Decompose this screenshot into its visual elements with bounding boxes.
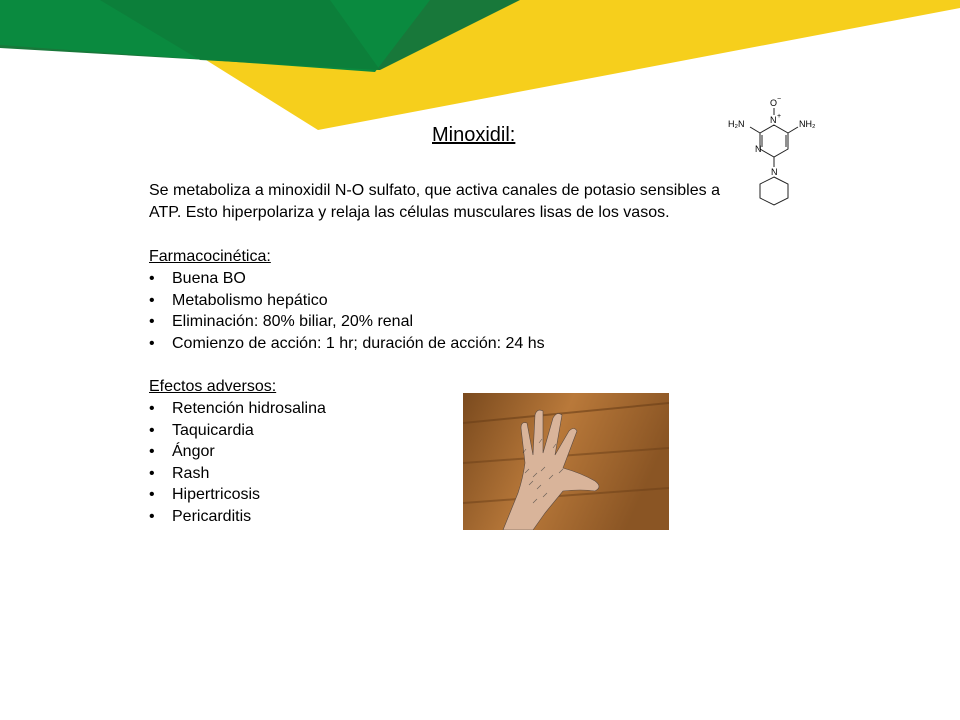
list-item [149,333,729,355]
list-item [149,311,729,333]
bullet: • [149,291,155,309]
slide-title: Minoxidil: [432,124,516,146]
minoxidil-structure-image [720,92,830,210]
bullet: • [149,334,155,352]
bullet: • [149,443,155,460]
list-item [149,268,729,290]
molecule-plus-label: + [777,113,782,120]
intro-paragraph: Se metaboliza a minoxidil N-O sulfato, que activa canales de potasio sensibles a ATP. Esto hiperpolariza y relaja las células musculares lisas de los vasos. [149,182,720,221]
bullet: • [149,270,155,287]
list-item-text: Eliminación: 80% biliar, 20% renal [172,313,414,330]
bullet: • [149,421,155,439]
bullet: • [149,313,155,330]
list-item-text: Hipertricosis [172,486,261,503]
list-item-text: Ángor [172,443,215,460]
list-item-text: Metabolismo hepático [172,291,328,309]
molecule-minus-label: − [777,96,782,103]
molecule-n-plus-label: N [770,115,777,125]
list-item-text: Buena BO [172,270,246,287]
pharmacokinetics-heading: Farmacocinética: [149,248,271,265]
bullet: • [149,400,155,417]
bullet: • [149,464,155,482]
list-item-text: Retención hidrosalina [172,400,326,417]
molecule-right-amine-label: NH₂ [799,119,816,129]
molecule-left-amine-label: H₂N [728,119,745,129]
molecule-piperidine-n-label: N [771,167,778,177]
bullet: • [149,507,155,525]
pharmacokinetics-list [149,268,729,354]
bullet: • [149,486,155,503]
molecule-o-label: O [770,98,778,108]
list-item-text: Comienzo de acción: 1 hr; duración de acción: 24 hs [172,334,545,352]
hand-photo [463,393,669,530]
list-item-text: Pericarditis [172,507,252,525]
list-item [149,290,729,312]
list-item-text: Rash [172,464,210,482]
adverse-effects-heading: Efectos adversos: [149,378,277,395]
list-item-text: Taquicardia [172,421,254,439]
molecule-ring-n-label: N [755,144,762,154]
